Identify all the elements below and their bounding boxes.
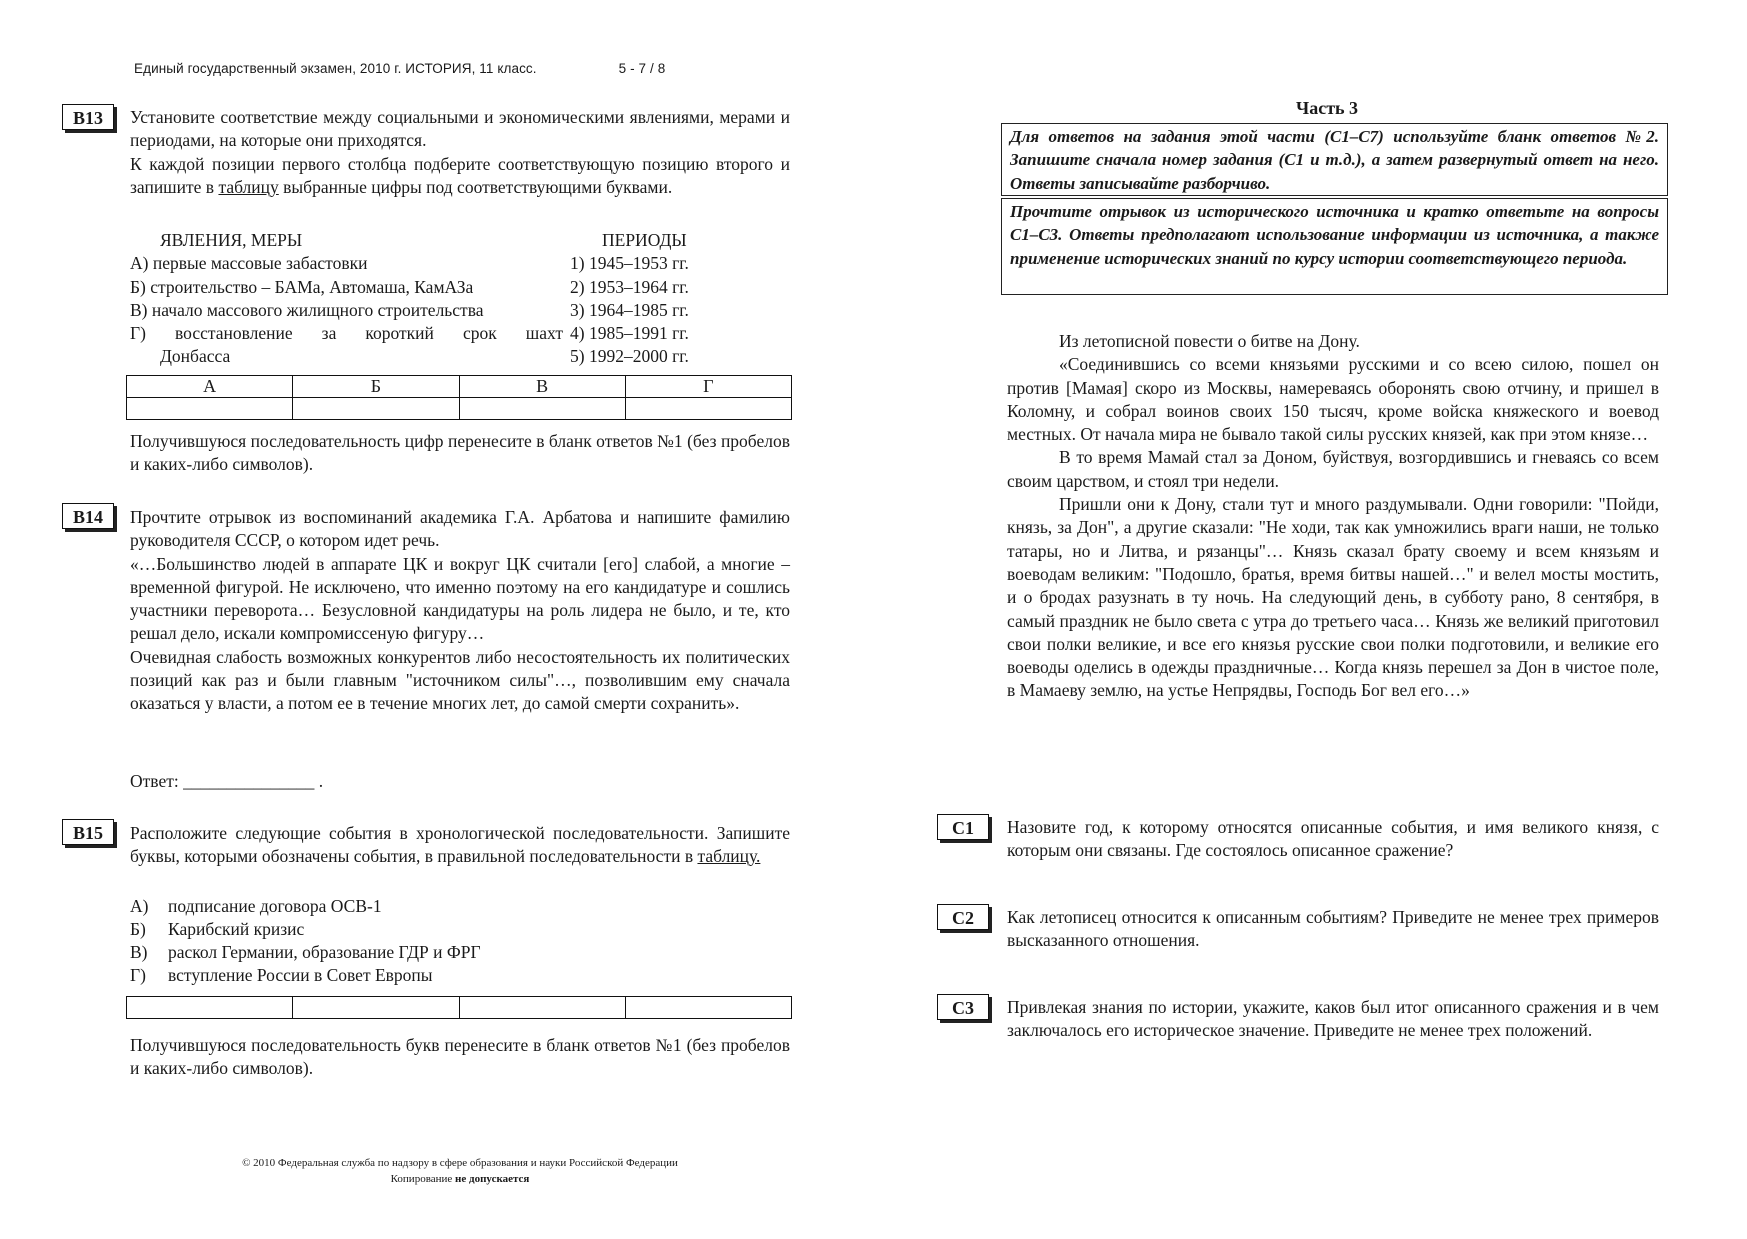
b15-event-c: В) раскол Германии, образование ГДР и ФРГ: [130, 942, 481, 962]
b14-intro: Прочтите отрывок из воспоминаний академика Г.А. Арбатова и напишите фамилию руководителя СССР, о котором идет речь.: [130, 507, 790, 551]
b15-event-a: А) подписание договора ОСВ-1: [130, 896, 382, 916]
b13-col-header-right: ПЕРИОДЫ: [602, 230, 687, 250]
b13-table-header-b: Б: [293, 376, 459, 398]
source-paragraph-3: Пришли они к Дону, стали тут и много раздумывали. Одни говорили: "Пойди, князь, за Дон", а другие сказали: "Не ходи, так как умножились враги наши, не только татары, но и Литва, и рязанцы"… Князь сказал брату своему и всем князьям и воеводам великим: "Подошло, братья, время битвы нашей…" и велел мосты мостить, и о бродах разузнать в ту ночь. На следующий день, в субботу рано, 8 сентября, в самый праздник не было света с утра до третьего часа… Князь же великий приготовил свои полки великие, и все его князья русские свои полки подготовили, и великие его воеводы оделись в одежды праздничные… Когда князь перешел за Дон в чистое поле, в Мамаеву землю, на устье Непрядвы, Господь Бог вел его…»: [1007, 494, 1659, 701]
page-header: [134, 61, 665, 76]
task-tag-b14: В14: [62, 503, 114, 529]
b15-answer-cell-3[interactable]: [459, 997, 625, 1019]
footer-copyright: © 2010 Федеральная служба по надзору в сфере образования и науки Российской Федерации: [242, 1157, 678, 1169]
b15-table-link: таблицу.: [697, 846, 761, 867]
b13-answer-cell-a[interactable]: [127, 398, 293, 420]
b15-answer-cell-4[interactable]: [625, 997, 791, 1019]
exam-title: Единый государственный экзамен, 2010 г. ИСТОРИЯ, 11 класс.: [134, 61, 537, 76]
b13-col-header-left: ЯВЛЕНИЯ, МЕРЫ: [160, 230, 303, 250]
b13-period-5: 5) 1992–2000 гг.: [570, 346, 689, 366]
b14-body: [130, 506, 790, 716]
b13-period-4: 4) 1985–1991 гг.: [570, 323, 689, 343]
b15-answer-cell-2[interactable]: [293, 997, 459, 1019]
part3-title: Часть 3: [1296, 98, 1359, 118]
b13-table-link: таблицу: [218, 176, 279, 197]
b13-phenomenon-c: В) начало массового жилищного строительства: [130, 300, 484, 320]
c3-question: Привлекая знания по истории, укажите, каков был итог описанного сражения и в чем заключалось его историческое значение. Приведите не менее трех положений.: [1007, 997, 1659, 1041]
b14-quote-2: Очевидная слабость возможных конкурентов либо несостоятельность их политических позиций как раз и были главным "источником силы"…, позволившим ему сначала оказаться у власти, а потом ее в течение многих лет, до самой смерти сохранить».: [130, 646, 790, 714]
b14-quote-1: «…Большинство людей в аппарате ЦК и вокруг ЦК считали [его] слабой, а многие – временной фигурой. Не исключено, что именно поэтому на его кандидатуре и сошлись участники переворота… Безусловной кандидатуры на роль лидера не было, и те, кто решал дело, искали компромиссеную фигуру…: [130, 553, 790, 644]
b13-period-3: 3) 1964–1985 гг.: [570, 300, 689, 320]
source-paragraph-1: «Соединившись со всеми князьями русскими и со всею силою, пошел он против [Мамая] скоро из Москвы, намереваясь оборонять свою отчину, и пришел в Коломну, и собрал воинов своих 150 тысяч, кроме войска княжеского и воевод местных. От начала мира не бывало такой силы русских князей, как при этом князе…: [1007, 354, 1659, 445]
b13-answer-cell-b[interactable]: [293, 398, 459, 420]
b13-answer-table: [126, 375, 792, 420]
b13-period-2: 2) 1953–1964 гг.: [570, 277, 689, 297]
b13-phenomenon-d-cont: Донбасса: [160, 346, 231, 366]
b15-answer-cell-1[interactable]: [127, 997, 293, 1019]
b15-outro: Получившуюся последовательность букв перенесите в бланк ответов №1 (без пробелов и каких-либо символов).: [130, 1035, 790, 1079]
b15-event-d: Г) вступление России в Совет Европы: [130, 965, 433, 985]
c1-question: Назовите год, к которому относятся описанные события, и имя великого князя, с которым они связаны. Где состоялось описанное сражение?: [1007, 817, 1659, 861]
b13-answer-cell-d[interactable]: [625, 398, 791, 420]
source-title: Из летописной повести о битве на Дону.: [1059, 331, 1360, 351]
b13-outro: Получившуюся последовательность цифр перенесите в бланк ответов №1 (без пробелов и каких-либо символов).: [130, 431, 790, 475]
b13-table-header-c: В: [459, 376, 625, 398]
b13-table-header-d: Г: [625, 376, 791, 398]
task-tag-c1: С1: [937, 814, 989, 840]
b15-event-b: Б) Карибский кризис: [130, 919, 305, 939]
part3-instructions-box: Для ответов на задания этой части (С1–С7) используйте бланк ответов №2. Запишите сначала номер задания (С1 и т.д.), а затем развернутый ответ на него. Ответы записывайте разборчиво.: [1001, 123, 1668, 196]
part3-source-box: Прочтите отрывок из исторического источника и кратко ответьте на вопросы С1–С3. Ответы предполагают использование информации из источника, а также применение исторических знаний по курсу истории соответствующего периода.: [1001, 198, 1668, 295]
task-tag-b15: В15: [62, 819, 114, 845]
source-paragraph-2: В то время Мамай стал за Доном, буйствуя, возгордившись и гневаясь со всем своим царством, и стоял три недели.: [1007, 447, 1659, 491]
source-text: [1007, 330, 1659, 703]
page-number: 5 - 7 / 8: [618, 61, 666, 76]
b13-period-1: 1) 1945–1953 гг.: [570, 253, 689, 273]
b13-table-header-a: А: [127, 376, 293, 398]
b13-phenomenon-d: Г) восстановление за короткий срок шахт: [130, 323, 563, 343]
b13-phenomenon-b: Б) строительство – БАМа, Автомаша, КамАЗа: [130, 277, 474, 297]
c2-question: Как летописец относится к описанным событиям? Приведите не менее трех примеров высказанного отношения.: [1007, 907, 1659, 951]
b15-intro: Расположите следующие события в хронологической последовательности. Запишите буквы, которыми обозначены события, в правильной последовательности в таблицу.: [130, 823, 790, 867]
b13-intro-2: К каждой позиции первого столбца подберите соответствующую позицию второго и запишите в таблицу выбранные цифры под соответствующими буквами.: [130, 153, 790, 197]
task-tag-c3: С3: [937, 994, 989, 1020]
task-tag-b13: В13: [62, 104, 114, 130]
b13-phenomenon-a: А) первые массовые забастовки: [130, 253, 368, 273]
footer: [150, 1155, 770, 1187]
b15-answer-table: [126, 996, 792, 1019]
b13-intro: [130, 106, 790, 199]
b14-answer-field[interactable]: Ответ: _______________ .: [130, 771, 324, 791]
footer-copy-note: Копирование не допускается: [390, 1173, 530, 1185]
b13-intro-1: Установите соответствие между социальными и экономическими явлениями, мерами и периодами, на которые они приходятся.: [130, 107, 790, 151]
task-tag-c2: С2: [937, 904, 989, 930]
b13-answer-cell-c[interactable]: [459, 398, 625, 420]
